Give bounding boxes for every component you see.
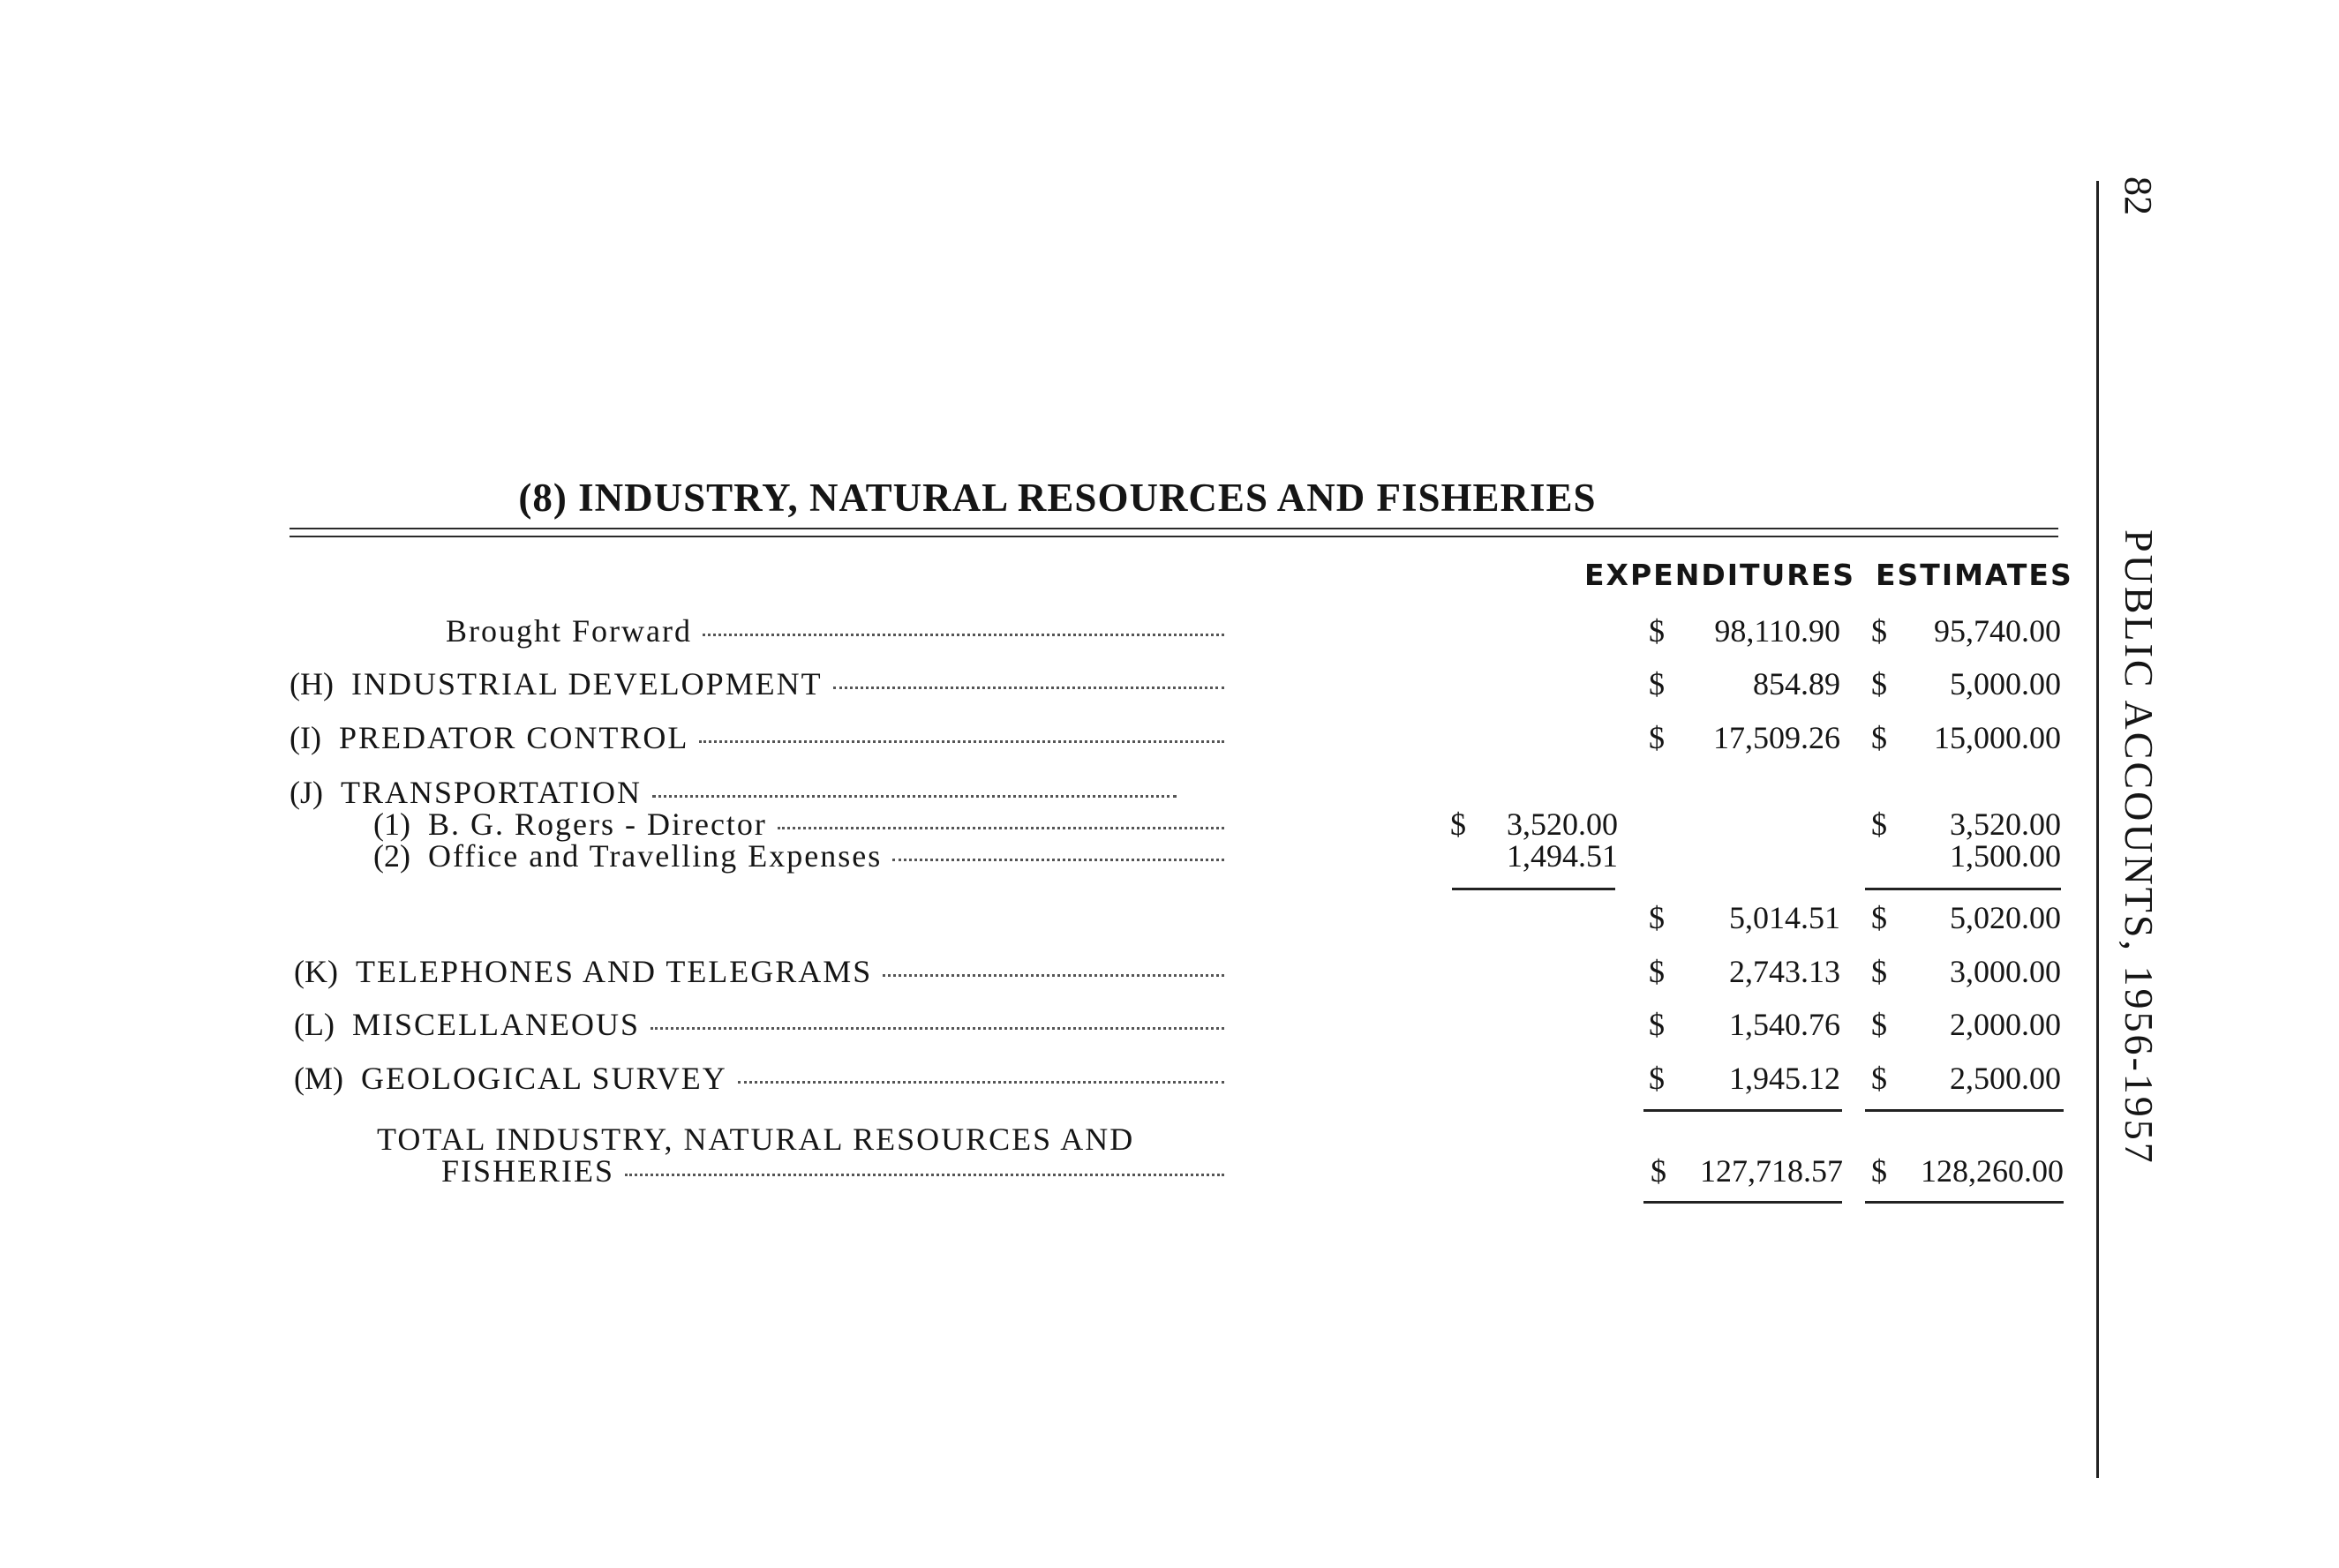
currency-sign: $ [1649, 720, 1665, 755]
row-code: (1) [373, 807, 410, 842]
total-label-line2: FISHERIES [441, 1153, 615, 1189]
leader-dots [738, 1078, 1224, 1084]
row-predator-control [0, 717, 2339, 758]
row-code: (H) [290, 666, 334, 701]
leader-dots [778, 824, 1224, 829]
currency-sign: $ [1651, 1153, 1666, 1189]
currency-sign: $ [1871, 954, 1887, 989]
expenditure-value: 2,743.13 [1729, 954, 1840, 989]
row-label: TRANSPORTATION [341, 775, 642, 810]
expenditure-value: 5,014.51 [1729, 900, 1840, 935]
expenditure-value: 1,945.12 [1729, 1061, 1840, 1096]
row-total-line2 [0, 1151, 2339, 1191]
currency-sign: $ [1871, 807, 1887, 842]
row-code: (K) [294, 954, 338, 989]
currency-sign: $ [1450, 807, 1466, 842]
title-rule-bottom [290, 536, 2058, 537]
estimate-value: 1,500.00 [1950, 838, 2061, 874]
expenditures-header: EXPENDITURES [1584, 558, 1856, 592]
total-expenditure-value: 127,718.57 [1700, 1153, 1843, 1189]
row-transportation-expenses [0, 836, 2339, 876]
estimate-underline [1865, 888, 2061, 890]
row-label: TELEPHONES AND TELEGRAMS [355, 954, 873, 989]
expenditure-value: 854.89 [1753, 666, 1840, 701]
leader-dots [892, 856, 1224, 861]
running-title: PUBLIC ACCOUNTS, 1956-1957 [2117, 529, 2162, 1166]
expenditure-value: 1,540.76 [1729, 1007, 1840, 1042]
leader-dots [883, 972, 1224, 977]
leader-dots [703, 631, 1224, 636]
currency-sign: $ [1871, 1153, 1887, 1189]
row-code: (2) [373, 838, 410, 874]
row-label: B. G. Rogers - Director [427, 807, 767, 842]
row-label: PREDATOR CONTROL [338, 720, 689, 755]
currency-sign: $ [1871, 613, 1887, 649]
row-transportation-subtotal [0, 897, 2339, 938]
currency-sign: $ [1871, 1007, 1887, 1042]
row-miscellaneous [0, 1004, 2339, 1045]
leader-dots [652, 792, 1177, 798]
row-telephones-telegrams [0, 951, 2339, 992]
expenditure-underline [1643, 1109, 1842, 1112]
estimate-value: 15,000.00 [1934, 720, 2061, 755]
estimate-value: 5,020.00 [1950, 900, 2061, 935]
row-label: INDUSTRIAL DEVELOPMENT [350, 666, 823, 701]
leader-dots [833, 684, 1224, 689]
page-number: 82 [2117, 176, 2160, 215]
margin-rule [2096, 181, 2099, 1478]
row-code: (J) [290, 775, 323, 810]
detail-underline [1452, 888, 1615, 890]
leader-dots [651, 1024, 1224, 1030]
leader-dots [699, 738, 1224, 743]
expenditure-value: 98,110.90 [1714, 613, 1840, 649]
currency-sign: $ [1871, 720, 1887, 755]
estimate-value: 2,500.00 [1950, 1061, 2061, 1096]
currency-sign: $ [1871, 900, 1887, 935]
currency-sign: $ [1649, 900, 1665, 935]
estimates-header: ESTIMATES [1876, 558, 2073, 592]
estimate-value: 3,000.00 [1950, 954, 2061, 989]
currency-sign: $ [1649, 666, 1665, 701]
estimate-value: 95,740.00 [1934, 613, 2061, 649]
title-rule-top [290, 528, 2058, 529]
currency-sign: $ [1649, 1061, 1665, 1096]
row-geological-survey [0, 1058, 2339, 1099]
row-brought-forward [0, 611, 2339, 651]
row-label: Brought Forward [446, 613, 692, 649]
estimate-value: 2,000.00 [1950, 1007, 2061, 1042]
total-expenditure-underline [1643, 1201, 1842, 1204]
currency-sign: $ [1649, 1007, 1665, 1042]
total-estimate-underline [1865, 1201, 2064, 1204]
estimate-underline [1865, 1109, 2064, 1112]
estimate-value: 3,520.00 [1950, 807, 2061, 842]
detail-value: 1,494.51 [1507, 838, 1618, 874]
currency-sign: $ [1871, 666, 1887, 701]
currency-sign: $ [1649, 613, 1665, 649]
row-code: (L) [294, 1007, 335, 1042]
row-code: (I) [290, 720, 321, 755]
leader-dots [625, 1171, 1224, 1176]
total-label-line1: TOTAL INDUSTRY, NATURAL RESOURCES AND [377, 1122, 1135, 1157]
total-estimate-value: 128,260.00 [1921, 1153, 2064, 1189]
currency-sign: $ [1649, 954, 1665, 989]
row-label: GEOLOGICAL SURVEY [361, 1061, 727, 1096]
row-label: Office and Travelling Expenses [427, 838, 883, 874]
detail-value: 3,520.00 [1507, 807, 1618, 842]
section-title: (8) INDUSTRY, NATURAL RESOURCES AND FISHERIES [518, 476, 1597, 520]
currency-sign: $ [1871, 1061, 1887, 1096]
row-label: MISCELLANEOUS [351, 1007, 640, 1042]
row-industrial-development [0, 664, 2339, 704]
row-code: (M) [294, 1061, 343, 1096]
estimate-value: 5,000.00 [1950, 666, 2061, 701]
expenditure-value: 17,509.26 [1713, 720, 1840, 755]
